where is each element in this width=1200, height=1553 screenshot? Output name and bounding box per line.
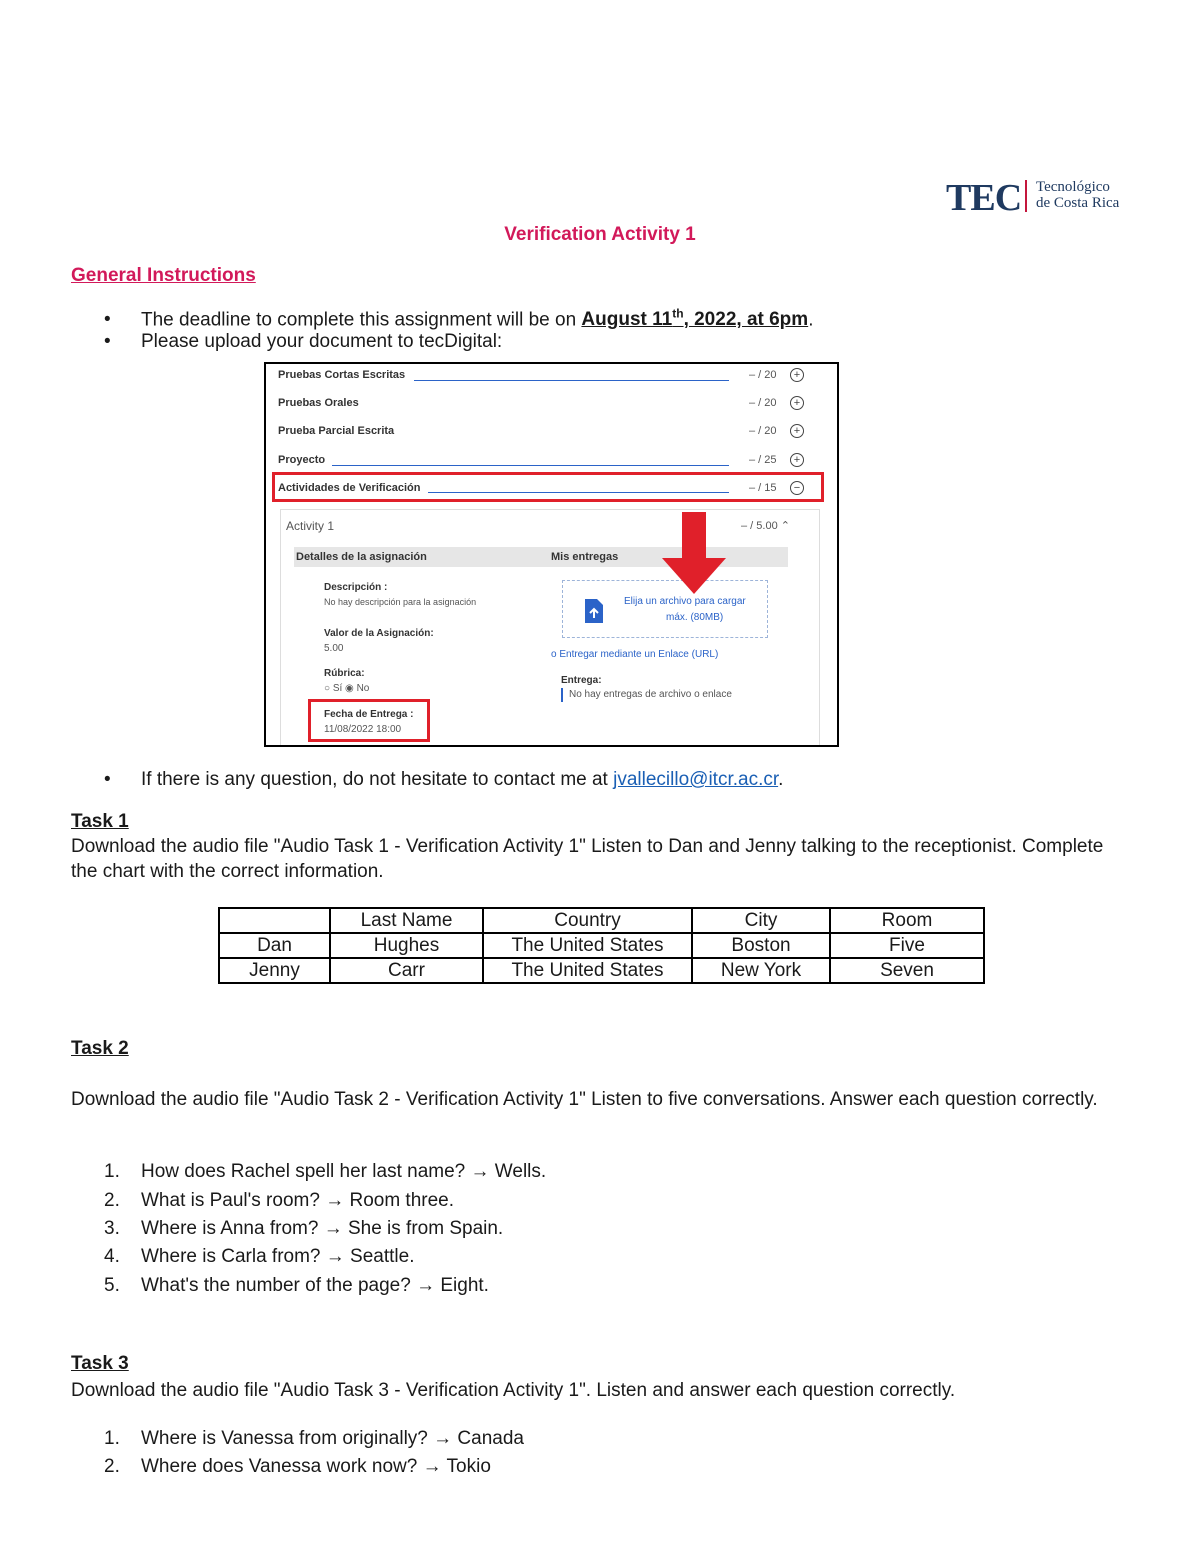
deadline-date: August 11th, 2022, at 6pm xyxy=(581,307,809,331)
upload-file-icon xyxy=(583,598,605,624)
table-cell: The United States xyxy=(483,958,692,983)
row-underline xyxy=(414,380,729,381)
table-cell: Dan xyxy=(219,933,330,958)
bullet-deadline: • The deadline to complete this assignment will be on August 11th, 2022, at 6pm. xyxy=(104,307,814,331)
grade-row-label: Proyecto xyxy=(278,454,326,466)
grade-row-score: – / 20 xyxy=(749,369,777,381)
table-cell: New York xyxy=(692,958,830,983)
delivery-marker xyxy=(561,688,563,702)
grade-row-label: Pruebas Orales xyxy=(278,397,359,409)
general-instructions-heading: General Instructions xyxy=(71,265,256,286)
table-cell: Hughes xyxy=(330,933,483,958)
submissions-header: Mis entregas xyxy=(551,551,619,563)
grade-row-label: Pruebas Cortas Escritas xyxy=(278,369,406,381)
table-row xyxy=(219,933,984,958)
due-date-value: 11/08/2022 18:00 xyxy=(324,724,402,735)
description-label: Descripción : xyxy=(324,582,388,593)
bullet-upload xyxy=(104,331,502,353)
logo-line-2: de Costa Rica xyxy=(1036,195,1120,211)
page-title: Verification Activity 1 xyxy=(504,224,696,245)
email-link[interactable]: jvallecillo@itcr.ac.cr xyxy=(613,769,779,790)
task-1-table xyxy=(218,907,985,984)
list-item: 2. What is Paul's room? → Room three. xyxy=(104,1190,455,1211)
rubric-label: Rúbrica: xyxy=(324,668,365,679)
plus-circle-icon: + xyxy=(790,424,804,438)
rubric-options: ○ Sí ◉ No xyxy=(324,683,370,694)
contact-text: If there is any question, do not hesitate to contact me at xyxy=(141,769,614,790)
row-underline xyxy=(428,492,729,493)
upload-text: Please upload your document to tecDigital: xyxy=(141,331,503,352)
logo-tec-mark: TEC xyxy=(946,177,1022,219)
table-cell: The United States xyxy=(483,933,692,958)
row-underline xyxy=(332,465,729,466)
list-item: 1. Where is Vanessa from originally? → Canada xyxy=(104,1428,524,1449)
details-header: Detalles de la asignación xyxy=(296,551,427,563)
grade-row-score: – / 25 xyxy=(749,454,777,466)
table-header-cell: Last Name xyxy=(330,908,483,933)
bullet-icon: • xyxy=(104,309,111,331)
red-arrow-down-icon xyxy=(662,558,726,594)
deadline-text: The deadline to complete this assignment will be on xyxy=(141,309,582,331)
bullet-contact: • If there is any question, do not hesitate to contact me at jvallecillo@itcr.ac.cr. xyxy=(104,769,784,790)
delivery-value: No hay entregas de archivo o enlace xyxy=(569,689,732,700)
task-2-heading: Task 2 xyxy=(71,1038,129,1059)
tecdigital-screenshot xyxy=(264,362,839,747)
value-value: 5.00 xyxy=(324,643,344,654)
table-header-cell: City xyxy=(692,908,830,933)
logo-divider xyxy=(1025,180,1027,212)
table-header-row xyxy=(219,908,984,933)
activity-score: – / 5.00 ⌃ xyxy=(741,520,790,532)
description-value: No hay descripción para la asignación xyxy=(324,597,477,607)
table-header-cell: Country xyxy=(483,908,692,933)
table-row xyxy=(219,958,984,983)
task-1-instructions: Download the audio file "Audio Task 1 - Verification Activity 1" Listen to Dan and Jenny talking to the receptionist. Complete the chart with the correct information. xyxy=(71,836,1104,882)
bullet-icon: • xyxy=(104,769,111,790)
table-header-cell xyxy=(219,908,330,933)
table-cell: Carr xyxy=(330,958,483,983)
upload-size-limit: máx. (80MB) xyxy=(666,612,724,623)
table-cell: Boston xyxy=(692,933,830,958)
grade-row-label: Actividades de Verificación xyxy=(278,482,421,494)
list-item: 2. Where does Vanessa work now? → Tokio xyxy=(104,1456,491,1477)
bullet-icon: • xyxy=(104,331,111,352)
activity-title: Activity 1 xyxy=(286,519,335,533)
grade-row-score: – / 20 xyxy=(749,425,777,437)
highlight-box-due-date xyxy=(308,699,430,742)
task-1-heading: Task 1 xyxy=(71,811,129,832)
upload-label[interactable]: Elija un archivo para cargar xyxy=(624,596,746,607)
list-item: 1. How does Rachel spell her last name? → Wells. xyxy=(104,1161,547,1182)
value-label: Valor de la Asignación: xyxy=(324,628,434,639)
minus-circle-icon: − xyxy=(790,481,804,495)
logo-line-1: Tecnológico xyxy=(1036,179,1110,195)
plus-circle-icon: + xyxy=(790,453,804,467)
task-3-heading: Task 3 xyxy=(71,1353,129,1374)
list-item: 3. Where is Anna from? → She is from Spain. xyxy=(104,1218,504,1239)
task-3-instructions: Download the audio file "Audio Task 3 - Verification Activity 1". Listen and answer each question correctly. xyxy=(71,1380,956,1401)
table-cell: Jenny xyxy=(219,958,330,983)
submit-link[interactable]: o Entregar mediante un Enlace (URL) xyxy=(551,649,719,660)
table-cell: Seven xyxy=(830,958,984,983)
grade-row-score: – / 15 xyxy=(749,482,777,494)
grade-row-score: – / 20 xyxy=(749,397,777,409)
table-header-cell: Room xyxy=(830,908,984,933)
red-arrow-shaft xyxy=(682,512,706,558)
task-2-instructions: Download the audio file "Audio Task 2 - Verification Activity 1" Listen to five conversations. Answer each question correctly. xyxy=(71,1089,1098,1110)
grade-row-label: Prueba Parcial Escrita xyxy=(278,425,395,437)
list-item: 5. What's the number of the page? → Eight. xyxy=(104,1275,489,1296)
plus-circle-icon: + xyxy=(790,396,804,410)
delivery-label: Entrega: xyxy=(561,675,602,686)
list-item: 4. Where is Carla from? → Seattle. xyxy=(104,1246,415,1267)
logo-subtitle xyxy=(1036,179,1119,211)
plus-circle-icon: + xyxy=(790,368,804,382)
due-date-label: Fecha de Entrega : xyxy=(324,709,414,720)
table-cell: Five xyxy=(830,933,984,958)
